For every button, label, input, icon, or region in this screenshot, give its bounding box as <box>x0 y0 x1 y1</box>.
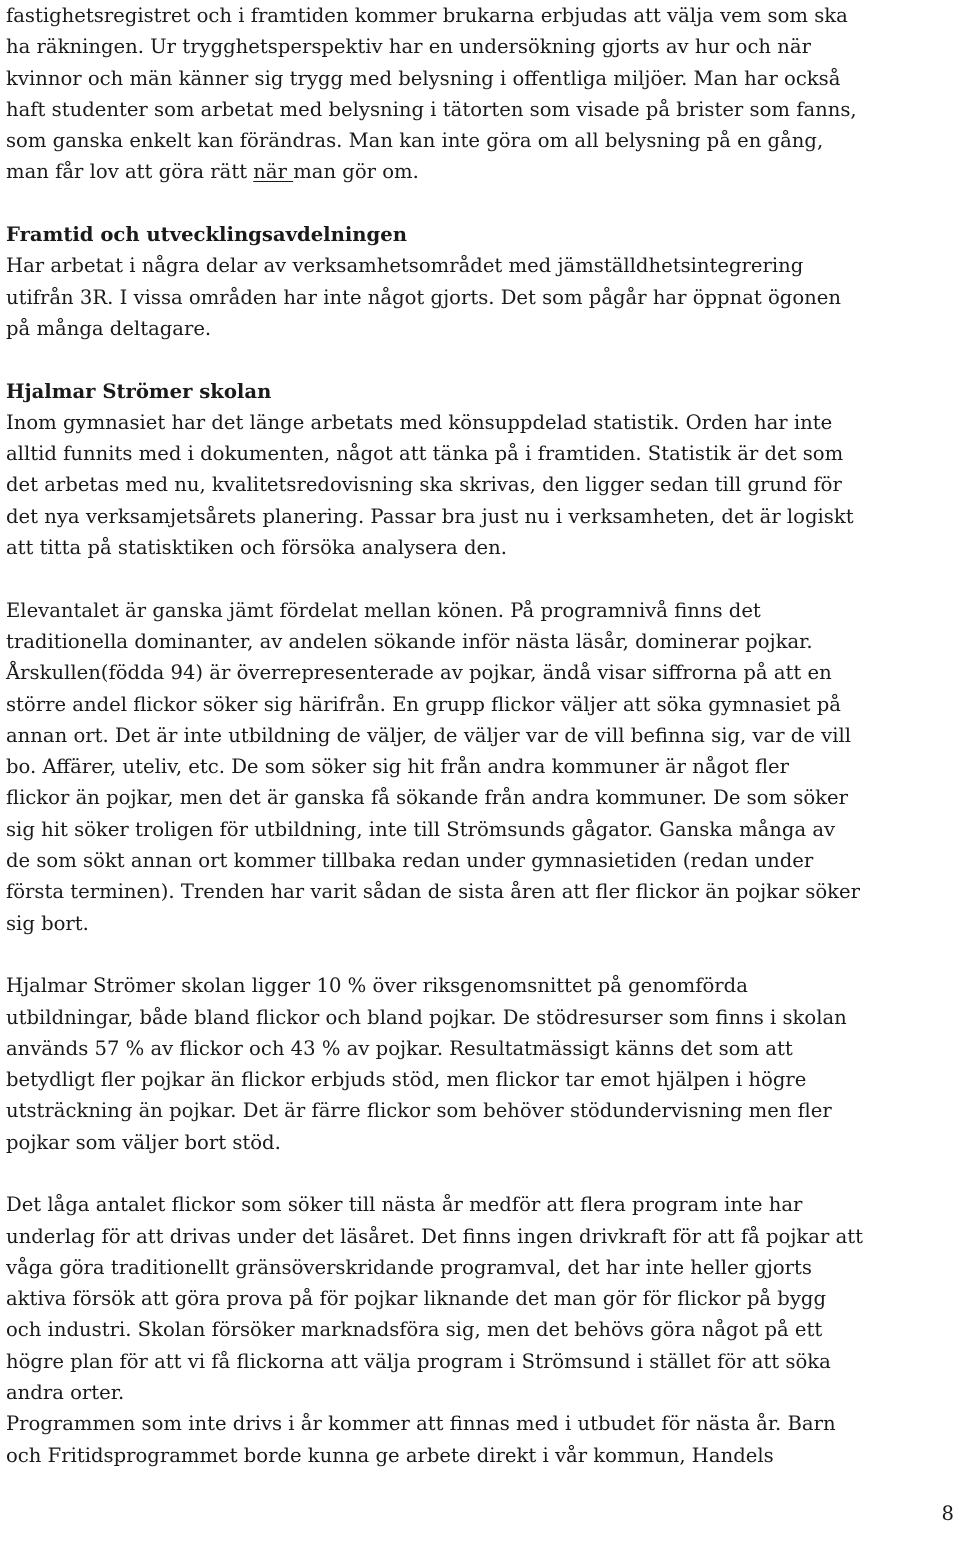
text-line: utifrån 3R. I vissa områden har inte något gjorts. Det som pågår har öppnat ögonen <box>6 285 841 309</box>
section-heading: Framtid och utvecklingsavdelningen <box>6 223 407 247</box>
text-line: att titta på statisktiken och försöka analysera den. <box>6 536 507 560</box>
text-line: ha räkningen. Ur trygghetsperspektiv har en undersökning gjorts av hur och när <box>6 35 811 59</box>
text-line: våga göra traditionellt gränsöverskridande programval, det har inte heller gjorts <box>6 1255 812 1279</box>
text-line: alltid funnits med i dokumenten, något att tänka på i framtiden. Statistik är det som <box>6 442 844 466</box>
text-line: och industri. Skolan försöker marknadsföra sig, men det behövs göra något på ett <box>6 1318 823 1342</box>
text-line: kvinnor och män känner sig trygg med belysning i offentliga miljöer. Man har också <box>6 66 841 90</box>
text-line: Har arbetat i några delar av verksamhetsområdet med jämställdhetsintegrering <box>6 254 804 278</box>
text-line: som ganska enkelt kan förändras. Man kan inte göra om all belysning på en gång, <box>6 129 824 153</box>
text-line: pojkar som väljer bort stöd. <box>6 1130 281 1154</box>
text-segment: man får lov att göra rätt <box>6 160 254 184</box>
text-line: större andel flickor söker sig härifrån. En grupp flickor väljer att söka gymnasiet på <box>6 692 841 716</box>
text-line-underlined <box>6 156 954 187</box>
text-line: fastighetsregistret och i framtiden kommer brukarna erbjudas att välja vem som ska <box>6 4 848 27</box>
paragraph-intro <box>6 0 954 188</box>
text-line: Inom gymnasiet har det länge arbetats med könsuppdelad statistik. Orden har inte <box>6 410 833 434</box>
underlined-word: när <box>253 160 294 184</box>
text-line: första terminen). Trenden har varit sådan de sista åren att fler flickor än pojkar söker <box>6 880 860 904</box>
text-line: sig hit söker troligen för utbildning, inte till Strömsunds gågator. Ganska många av <box>6 817 836 841</box>
text-line: traditionella dominanter, av andelen sökande inför nästa läsår, dominerar pojkar. <box>6 629 813 653</box>
text-line: på många deltagare. <box>6 316 212 340</box>
text-segment: man gör om. <box>293 160 419 184</box>
paragraph-elevantal <box>6 595 954 939</box>
text-line: utsträckning än pojkar. Det är färre flickor som behöver stödundervisning men fler <box>6 1099 832 1123</box>
text-line: och Fritidsprogrammet borde kunna ge arbete direkt i vår kommun, Handels <box>6 1443 774 1467</box>
text-line: det nya verksamjetsårets planering. Passar bra just nu i verksamheten, det är logiskt <box>6 504 854 528</box>
text-line: flickor än pojkar, men det är ganska få sökande från andra kommuner. De som söker <box>6 786 848 810</box>
paragraph-gap <box>6 1158 954 1189</box>
page-number: 8 <box>941 1502 954 1525</box>
text-line: betydligt fler pojkar än flickor erbjuds stöd, men flickor tar emot hjälpen i högre <box>6 1068 807 1092</box>
text-line: annan ort. Det är inte utbildning de väljer, de väljer var de vill befinna sig, var de vill <box>6 723 852 747</box>
text-line: sig bort. <box>6 911 89 935</box>
text-line: det arbetas med nu, kvalitetsredovisning ska skrivas, den ligger sedan till grund för <box>6 473 842 497</box>
paragraph-laga-antalet <box>6 1189 954 1408</box>
paragraph-gap <box>6 563 954 594</box>
section-framtid <box>6 219 954 344</box>
section-heading: Hjalmar Strömer skolan <box>6 379 272 403</box>
paragraph-gap <box>6 188 954 219</box>
text-line: Programmen som inte drivs i år kommer att finnas med i utbudet för nästa år. Barn <box>6 1412 836 1436</box>
text-line: de som sökt annan ort kommer tillbaka redan under gymnasietiden (redan under <box>6 849 814 873</box>
section-hjalmar-stromer <box>6 376 954 564</box>
text-line: utbildningar, både bland flickor och bland pojkar. De stödresurser som finns i skolan <box>6 1005 847 1029</box>
paragraph-programmen <box>6 1408 954 1471</box>
text-line: högre plan för att vi få flickorna att välja program i Strömsund i stället för att söka <box>6 1349 831 1373</box>
text-line: Hjalmar Strömer skolan ligger 10 % över riksgenomsnittet på genomförda <box>6 974 748 998</box>
text-line: haft studenter som arbetat med belysning i tätorten som visade på brister som fanns, <box>6 97 857 121</box>
paragraph-gap <box>6 939 954 970</box>
paragraph-genomforda <box>6 970 954 1158</box>
paragraph-gap <box>6 344 954 375</box>
text-line: underlag för att drivas under det läsåret. Det finns ingen drivkraft för att få pojkar att <box>6 1224 864 1248</box>
text-line: bo. Affärer, uteliv, etc. De som söker sig hit från andra kommuner är något fler <box>6 755 789 779</box>
text-line: Elevantalet är ganska jämt fördelat mellan könen. På programnivå finns det <box>6 598 761 622</box>
text-line: Det låga antalet flickor som söker till nästa år medför att flera program inte har <box>6 1193 803 1217</box>
text-line: Årskullen(födda 94) är överrepresenterade av pojkar, ändå visar siffrorna på att en <box>6 661 832 685</box>
text-line: används 57 % av flickor och 43 % av pojkar. Resultatmässigt känns det som att <box>6 1036 793 1060</box>
text-line: andra orter. <box>6 1381 125 1405</box>
text-line: aktiva försök att göra prova på för pojkar liknande det man gör för flickor på bygg <box>6 1287 827 1311</box>
